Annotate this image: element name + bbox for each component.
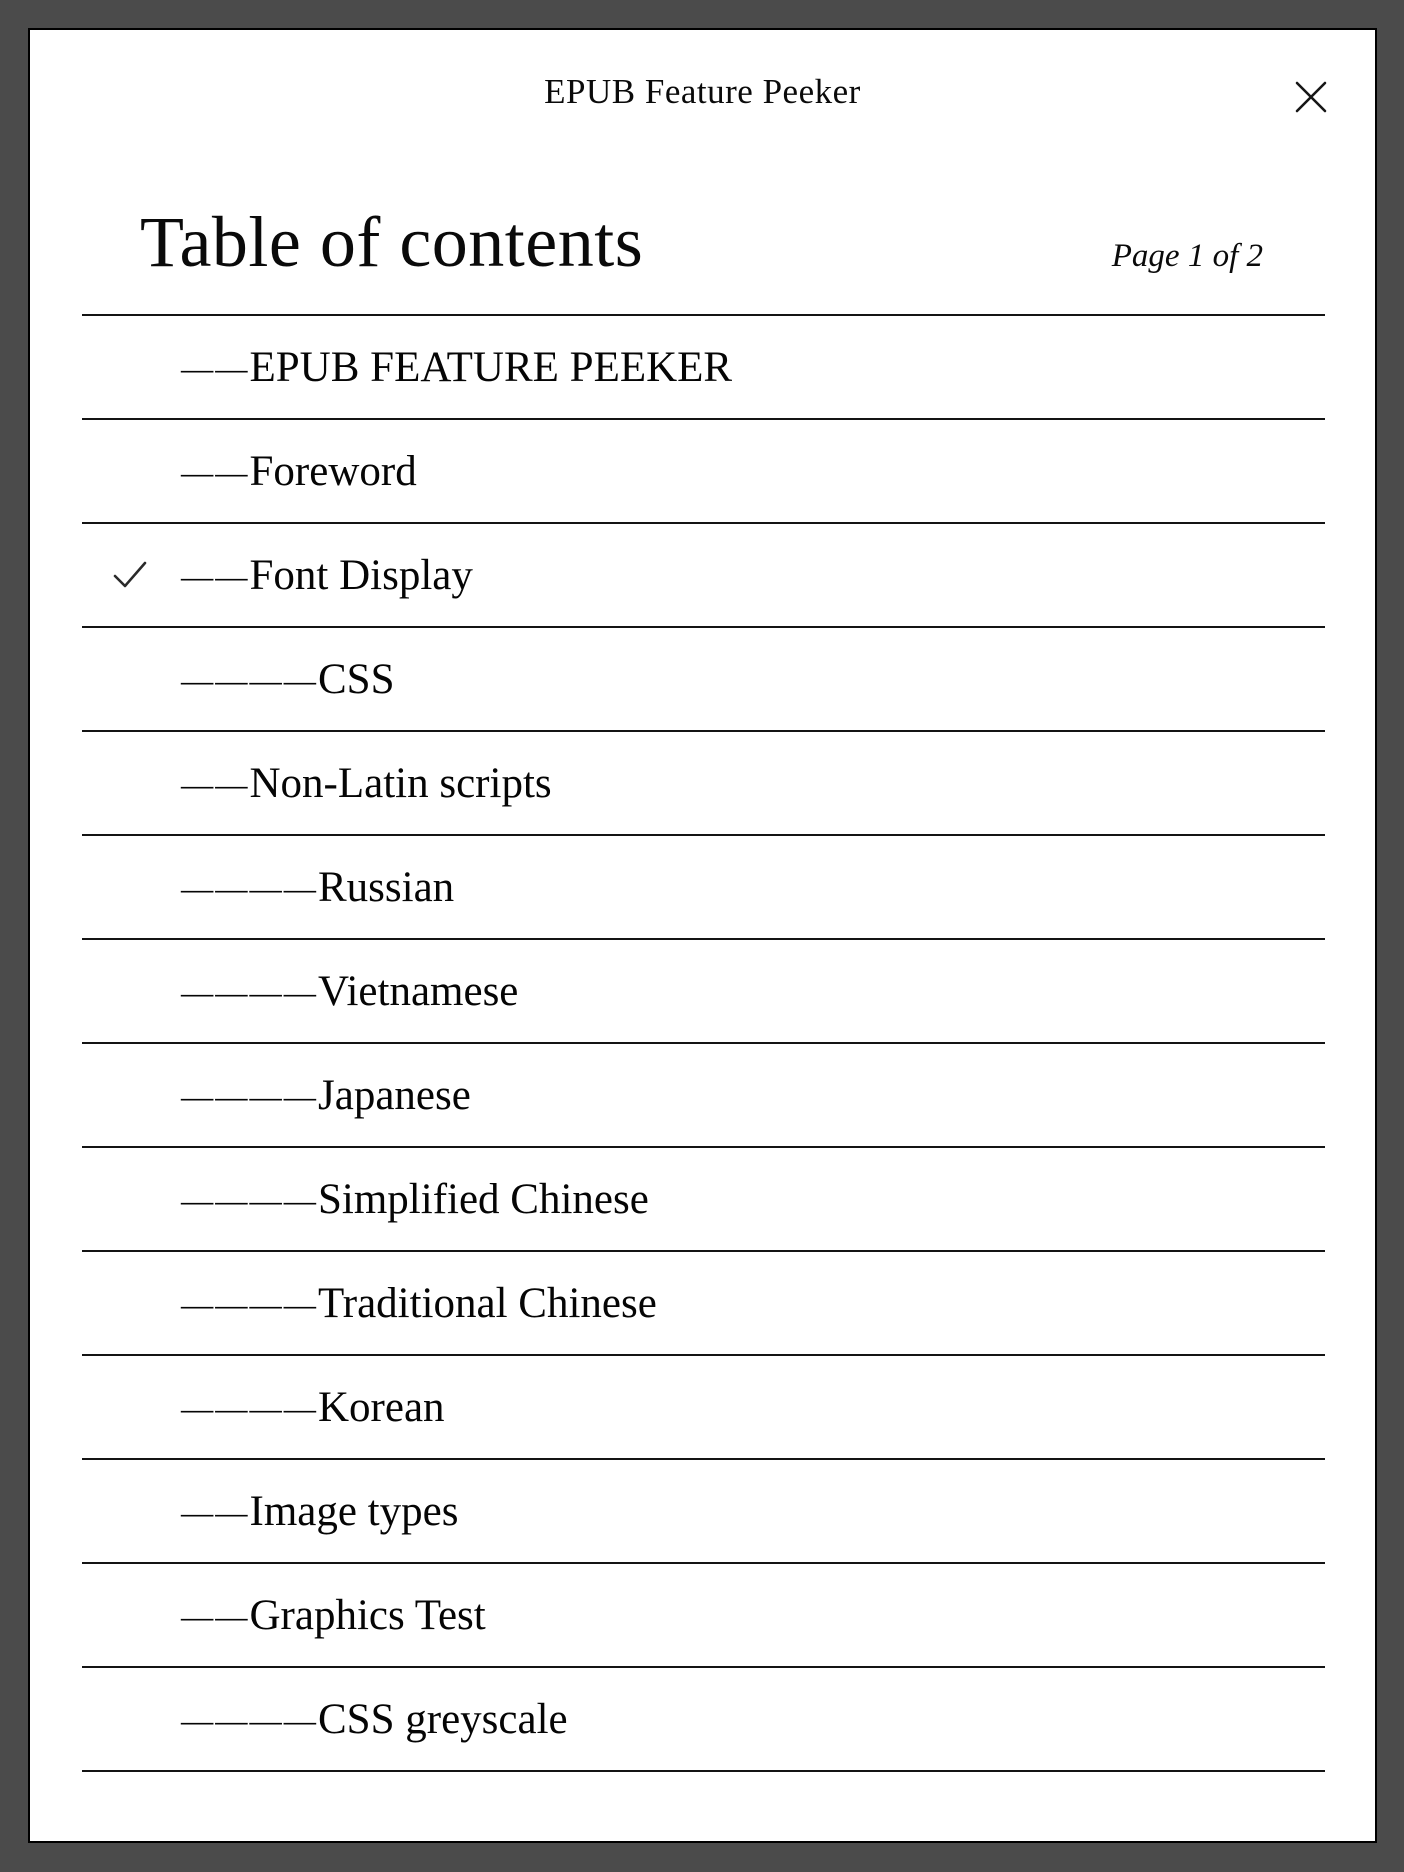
close-icon <box>1294 80 1328 114</box>
toc-entry[interactable] <box>82 524 1325 628</box>
toc-entry-text <box>181 1487 459 1535</box>
entry-label: Russian <box>318 863 455 911</box>
toc-entry-text <box>181 967 519 1015</box>
entry-label: Traditional Chinese <box>318 1279 657 1327</box>
toc-entry[interactable] <box>82 1460 1325 1564</box>
entry-label: Vietnamese <box>318 967 519 1015</box>
toc-entry[interactable] <box>82 1252 1325 1356</box>
entry-prefix: ———— <box>181 1701 318 1738</box>
entry-prefix: —— <box>181 557 250 594</box>
entry-label: Graphics Test <box>249 1591 486 1639</box>
toc-entry-text <box>181 1695 568 1743</box>
entry-label: Foreword <box>249 447 417 495</box>
toc-entry-text <box>181 1071 471 1119</box>
entry-prefix: ———— <box>181 869 318 906</box>
toc-overlay-page <box>28 28 1377 1843</box>
toc-entry-text <box>181 759 552 807</box>
page-indicator: Page 1 of 2 <box>1111 238 1263 274</box>
entry-prefix: —— <box>181 765 250 802</box>
toc-entry[interactable] <box>82 420 1325 524</box>
toc-entry-text <box>181 1383 445 1431</box>
toc-entry[interactable] <box>82 836 1325 940</box>
entry-prefix: ———— <box>181 1077 318 1114</box>
checkmark-icon <box>113 560 147 590</box>
toc-entry-text <box>181 551 473 599</box>
entry-label: CSS greyscale <box>318 1695 568 1743</box>
entry-label: Font Display <box>249 551 473 599</box>
toc-entry-text <box>181 1175 649 1223</box>
toc-entry[interactable] <box>82 1044 1325 1148</box>
toc-entry[interactable] <box>82 316 1325 420</box>
toc-entry[interactable] <box>82 1148 1325 1252</box>
toc-entry[interactable] <box>82 1668 1325 1772</box>
toc-entry[interactable] <box>82 732 1325 836</box>
entry-prefix: —— <box>181 349 250 386</box>
toc-entry-text <box>181 655 395 703</box>
entry-label: Image types <box>249 1487 459 1535</box>
toc-entry[interactable] <box>82 1356 1325 1460</box>
entry-prefix: —— <box>181 1597 250 1634</box>
toc-entry-text <box>181 863 455 911</box>
page-title: Table of contents <box>140 202 644 282</box>
book-title: EPUB Feature Peeker <box>544 72 861 111</box>
toc-entry-text <box>181 1591 486 1639</box>
entry-prefix: ———— <box>181 1389 318 1426</box>
entry-prefix: ———— <box>181 973 318 1010</box>
toc-header <box>140 202 1263 282</box>
toc-entry[interactable] <box>82 628 1325 732</box>
entry-label: CSS <box>318 655 395 703</box>
toc-entry-text <box>181 447 417 495</box>
close-button[interactable] <box>1289 75 1333 119</box>
entry-label: Japanese <box>318 1071 471 1119</box>
toc-entry[interactable] <box>82 940 1325 1044</box>
toc-list <box>82 314 1325 1772</box>
entry-prefix: —— <box>181 453 250 490</box>
entry-label: Simplified Chinese <box>318 1175 649 1223</box>
entry-prefix: ———— <box>181 661 318 698</box>
entry-label: EPUB FEATURE PEEKER <box>249 343 733 391</box>
entry-prefix: ———— <box>181 1285 318 1322</box>
toc-entry-text <box>181 1279 657 1327</box>
entry-label: Non-Latin scripts <box>249 759 552 807</box>
entry-prefix: —— <box>181 1493 250 1530</box>
entry-label: Korean <box>318 1383 445 1431</box>
entry-prefix: ———— <box>181 1181 318 1218</box>
toc-entry[interactable] <box>82 1564 1325 1668</box>
toc-entry-text <box>181 343 733 391</box>
